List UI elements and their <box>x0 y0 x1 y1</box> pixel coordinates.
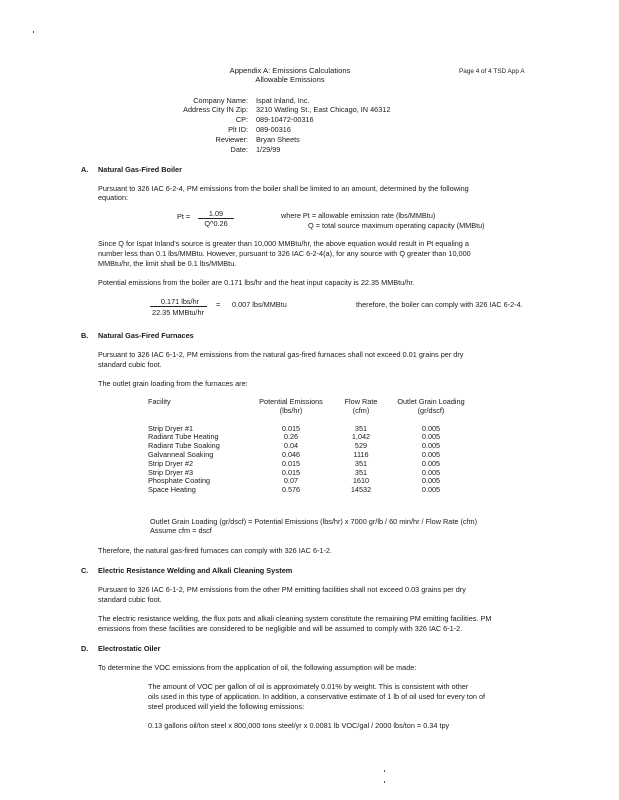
ogl-cell: 0.005 <box>421 432 441 442</box>
pe-cell: 0.07 <box>283 476 299 486</box>
section-b-text: standard cubic foot. <box>98 360 162 369</box>
pe-cell: 0.015 <box>281 467 301 477</box>
section-b-title: Natural Gas-Fired Furnaces <box>98 331 194 340</box>
scan-speck <box>384 770 385 772</box>
section-b-conclusion: Therefore, the natural gas-fired furnaces can comply with 326 IAC 6-1-2. <box>98 546 333 555</box>
col-pe-unit: (lbs/hr) <box>279 405 303 415</box>
ogl-cell: 0.005 <box>421 485 441 495</box>
col-flow-unit: (cfm) <box>352 405 370 415</box>
section-c-text: standard cubic foot. <box>98 595 162 604</box>
calc-denominator: 22.35 MMBtu/hr <box>152 308 204 317</box>
reviewer-label: Reviewer: <box>215 135 248 144</box>
equation-denominator: Q^0.26 <box>204 219 228 228</box>
flow-cell: 529 <box>354 441 368 451</box>
col-ogl-header: Outlet Grain Loading <box>397 397 465 406</box>
ogl-cell: 0.005 <box>421 476 441 486</box>
reviewer-value: Bryan Sheets <box>256 135 300 144</box>
date-label: Date: <box>230 145 248 154</box>
facility-cell: Space Heating <box>148 485 196 495</box>
section-c-letter: C. <box>81 566 89 575</box>
pe-cell: 0.015 <box>281 423 301 433</box>
facility-cell: Phosphate Coating <box>148 476 211 486</box>
section-d-title: Electrostatic Oiler <box>98 644 161 653</box>
assumption-note: Assume cfm = dscf <box>150 526 212 535</box>
calc-numerator: 0.171 lbs/hr <box>160 297 200 306</box>
flow-cell: 1116 <box>353 449 369 459</box>
company-label: Company Name: <box>193 96 248 105</box>
col-ogl-unit: (gr/dscf) <box>417 405 445 415</box>
ogl-cell: 0.005 <box>421 458 441 468</box>
cp-label: CP: <box>235 115 248 124</box>
facility-cell: Galvanneal Soaking <box>148 449 214 459</box>
flow-cell: 14532 <box>350 485 372 495</box>
section-b-letter: B. <box>81 331 89 340</box>
section-d-text: To determine the VOC emissions from the application of oil, the following assumption will be made: <box>98 663 417 672</box>
appendix-subtitle: Allowable Emissions <box>255 75 325 84</box>
scan-speck <box>33 31 34 33</box>
scan-speck <box>384 781 385 783</box>
section-c-text: The electric resistance welding, the flux pots and alkali cleaning system constitute the remaining PM emitting facilities. PM <box>98 614 492 623</box>
address-value: 3210 Watling St., East Chicago, IN 46312 <box>256 105 391 114</box>
pe-cell: 0.015 <box>281 458 301 468</box>
ogl-cell: 0.005 <box>421 441 441 451</box>
company-value: Ispat Inland, Inc. <box>256 96 310 105</box>
flow-cell: 1,042 <box>351 432 371 442</box>
date-value: 1/29/99 <box>256 145 281 154</box>
section-c-text: Pursuant to 326 IAC 6-1-2, PM emissions from the other PM emitting facilities shall not exceed 0.03 grains per dry <box>98 585 466 594</box>
equation-lhs: Pt = <box>177 212 191 221</box>
section-a-text: Pursuant to 326 IAC 6-2-4, PM emissions from the boiler shall be limited to an amount, determined by the following <box>98 184 469 193</box>
plt-value: 089-00316 <box>256 125 291 134</box>
pe-cell: 0.04 <box>283 441 299 451</box>
section-d-text: The amount of VOC per gallon of oil is approximately 0.01% by weight. This is consistent with other <box>148 682 469 691</box>
facility-cell: Radiant Tube Heating <box>148 432 219 442</box>
equation-where-1: where Pt = allowable emission rate (lbs/MMBtu) <box>281 211 436 220</box>
calc-fraction-bar <box>150 306 207 307</box>
plt-label: Plt ID: <box>228 125 248 134</box>
equation-numerator: 1.09 <box>208 209 224 218</box>
col-flow-header: Flow Rate <box>344 397 378 406</box>
calc-conclusion: therefore, the boiler can comply with 326 IAC 6-2-4. <box>356 300 523 309</box>
flow-cell: 1610 <box>352 476 370 486</box>
flow-cell: 351 <box>354 423 368 433</box>
page-reference: Page 4 of 4 TSD App A <box>459 68 525 75</box>
facility-cell: Strip Dryer #2 <box>148 458 194 468</box>
section-d-text: oils used in this type of application. In addition, a conservative estimate of 1 lb of oil used for every ton of <box>148 692 486 701</box>
section-c-title: Electric Resistance Welding and Alkali Cleaning System <box>98 566 293 575</box>
table-row <box>148 486 474 495</box>
facility-cell: Strip Dryer #3 <box>148 467 194 477</box>
section-c-text: emissions from these facilities are considered to be negligible and will be assumed to comply with 326 IAC 6-1-2. <box>98 624 463 633</box>
facility-cell: Strip Dryer #1 <box>148 423 194 433</box>
section-d-letter: D. <box>81 644 89 653</box>
section-a-text: MMBtu/hr, the limit shall be 0.1 lbs/MMBtu. <box>98 259 237 268</box>
flow-cell: 351 <box>354 458 368 468</box>
section-b-text: The outlet grain loading from the furnaces are: <box>98 379 248 388</box>
section-a-text: equation: <box>98 193 129 202</box>
flow-cell: 351 <box>354 467 368 477</box>
furnace-table <box>148 398 474 495</box>
pe-cell: 0.26 <box>283 432 299 442</box>
col-facility-header: Facility <box>148 397 171 406</box>
ogl-cell: 0.005 <box>421 423 441 433</box>
address-label: Address City IN Zip: <box>183 105 248 114</box>
col-pe-header: Potential Emissions <box>259 397 323 406</box>
calc-result: 0.007 lbs/MMBtu <box>232 300 287 309</box>
cp-value: 089-10472-00316 <box>256 115 314 124</box>
voc-calculation: 0.13 gallons oil/ton steel x 800,000 tons steel/yr x 0.0081 lb VOC/gal / 2000 lbs/ton = 0.34 tpy <box>148 721 450 730</box>
table-header-row <box>148 407 474 416</box>
facility-cell: Radiant Tube Soaking <box>148 441 220 451</box>
section-b-text: Pursuant to 326 IAC 6-1-2, PM emissions from the natural gas-fired furnaces shall not exceed 0.01 grains per dry <box>98 350 464 359</box>
section-a-title: Natural Gas-Fired Boiler <box>98 165 182 174</box>
section-d-text: steel produced will yield the following emissions: <box>148 702 305 711</box>
section-a-text: number less than 0.1 lbs/MMBtu. However, pursuant to 326 IAC 6-2-4(a), for any source with Q greater than 10,000 <box>98 249 471 258</box>
appendix-title: Appendix A: Emissions Calculations <box>229 66 351 75</box>
section-a-text: Potential emissions from the boiler are 0.171 lbs/hr and the heat input capacity is 22.35 MMBtu/hr. <box>98 278 415 287</box>
section-a-text: Since Q for Ispat Inland's source is greater than 10,000 MMBtu/hr, the above equation would result in Pt equaling a <box>98 239 469 248</box>
grain-loading-formula: Outlet Grain Loading (gr/dscf) = Potential Emissions (lbs/hr) x 7000 gr/lb / 60 min/hr / Flow Rate (cfm) <box>150 517 478 526</box>
pe-cell: 0.576 <box>281 485 301 495</box>
section-a-letter: A. <box>81 165 89 174</box>
equation-where-2: Q = total source maximum operating capacity (MMBtu) <box>308 221 485 230</box>
ogl-cell: 0.005 <box>421 449 441 459</box>
ogl-cell: 0.005 <box>421 467 441 477</box>
pe-cell: 0.046 <box>281 449 301 459</box>
calc-equals: = <box>216 300 221 309</box>
